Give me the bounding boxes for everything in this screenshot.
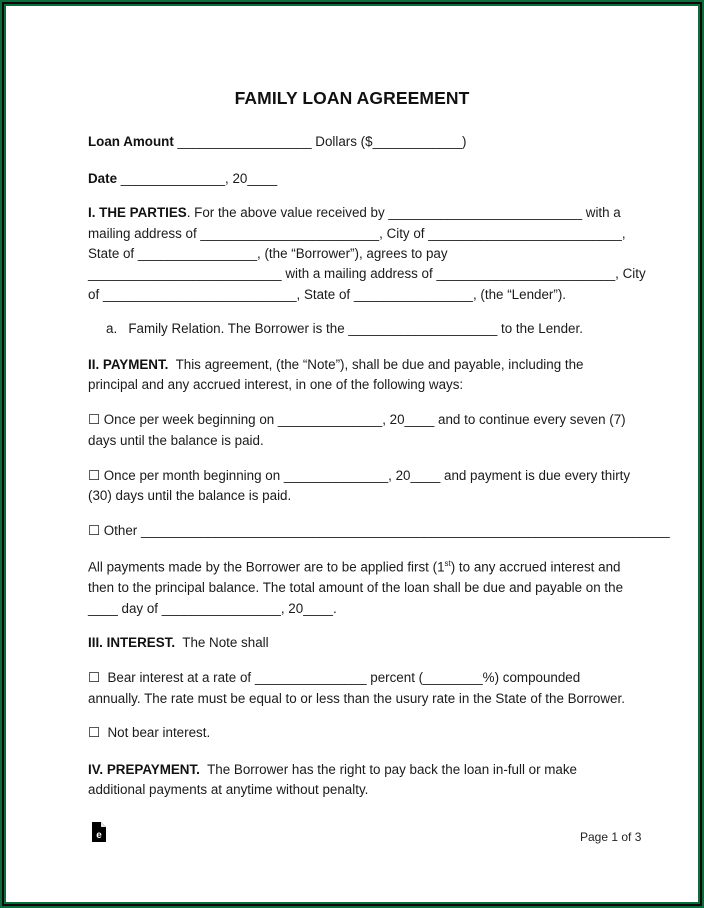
payment-option-monthly [88,468,630,484]
payment-option-other [88,523,670,539]
parties-line-4[interactable]: __________________________ with a mailing address of ________________________, City [88,266,646,281]
option-text[interactable]: Once per week beginning on ______________, 20____ and to continue every seven (7) [100,412,626,427]
interest-option-bear-cont: annually. The rate must be equal to or less than the usury rate in the State of the Borrower. [88,691,625,706]
interest-intro: The Note shall [175,635,269,650]
parties-line-5[interactable]: of __________________________, State of ________________, (the “Lender”). [88,287,567,302]
eforms-file-icon [92,822,106,842]
svg-text:e: e [96,830,102,841]
applied-line-2: then to the principal balance. The total amount of the loan shall be due and payable on the [88,580,624,595]
payment-heading: II. PAYMENT. [88,357,169,372]
loan-amount-label: Loan Amount [88,134,174,149]
payment-line-2: principal and any accrued interest, in one of the following ways: [88,377,464,392]
applied-text-a: All payments made by the Borrower are to be applied first (1 [88,559,445,575]
applied-text-b: ) to any accrued interest and [450,559,621,575]
page-number: Page 1 of 3 [580,830,642,844]
parties-text[interactable]: . For the above value received by __________________________ with a [186,205,621,220]
interest-heading: III. INTEREST. [88,635,176,650]
interest-option-bear [88,670,580,686]
interest-line [88,635,269,650]
loan-amount-field[interactable]: __________________ Dollars ($____________) [173,134,467,149]
date-line [88,171,277,186]
checkbox-icon[interactable]: ☐ [88,412,101,427]
checkbox-icon[interactable]: ☐ [88,468,101,483]
applied-line-1 [88,559,620,574]
option-text[interactable]: Other _______________________________________________________________________ [100,523,670,538]
checkbox-icon[interactable]: ☐ [88,670,101,685]
date-field[interactable]: ______________, 20____ [117,171,278,186]
interest-option-none [88,725,210,741]
payment-option-weekly-cont: days until the balance is paid. [88,433,264,448]
parties-line-3[interactable]: State of ________________, (the “Borrower”), agrees to pay [88,246,448,261]
prepayment-line-2: additional payments at anytime without penalty. [88,782,369,797]
payment-line-1 [88,357,584,372]
prepayment-text: The Borrower has the right to pay back the loan in-full or make [199,762,578,777]
checkbox-icon[interactable]: ☐ [88,523,101,538]
parties-line-1 [88,205,621,220]
payment-option-weekly [88,412,626,428]
checkbox-icon[interactable]: ☐ [88,725,101,740]
loan-amount-line [88,134,466,149]
payment-option-monthly-cont: (30) days until the balance is paid. [88,488,292,503]
date-label: Date [88,171,118,186]
option-text[interactable]: Once per month beginning on ______________, 20____ and payment is due every thirty [100,468,631,483]
option-text: Not bear interest. [100,725,211,740]
document-title: FAMILY LOAN AGREEMENT [234,88,470,108]
prepayment-heading: IV. PREPAYMENT. [88,762,200,777]
prepayment-line-1 [88,762,577,777]
parties-line-2[interactable]: mailing address of ________________________, City of __________________________, [88,226,626,241]
option-text[interactable]: Bear interest at a rate of _______________ percent (________%) compounded [100,670,581,685]
applied-line-3[interactable]: ____ day of ________________, 20____. [88,601,337,616]
family-relation-line[interactable]: a. Family Relation. The Borrower is the ____________________ to the Lender. [106,321,583,336]
parties-heading: I. THE PARTIES [88,205,187,220]
superscript: st [444,559,451,568]
payment-text: This agreement, (the “Note”), shall be due and payable, including the [168,357,584,372]
